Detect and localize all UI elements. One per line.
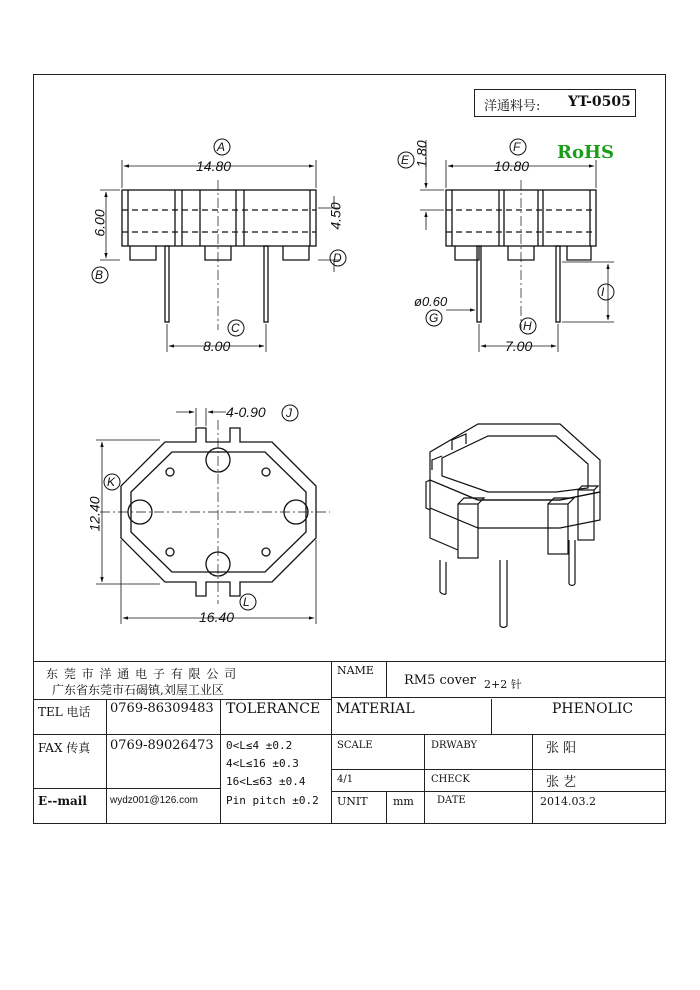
dim-height-front: 6.00	[91, 209, 108, 237]
dim-pin-dia: ø0.60	[414, 294, 448, 309]
name-value: RM5 cover	[404, 673, 476, 688]
dim-height-inner: 4.50	[327, 202, 344, 230]
name-pins: 2+2 针	[484, 678, 522, 691]
fax-value: 0769-89026473	[110, 738, 214, 753]
company-address: 广东省东莞市石碣镇,刘屋工业区	[52, 683, 224, 697]
fax-label: FAX 传真	[38, 741, 91, 755]
email-value: wydz001@126.com	[110, 795, 198, 806]
material-label: MATERIAL	[336, 701, 415, 717]
label-C: C	[231, 321, 240, 335]
drawby-value: 张 阳	[546, 741, 577, 756]
part-number-value: YT-0505	[568, 94, 631, 110]
dim-width-top: 16.40	[199, 609, 235, 625]
label-F: F	[513, 140, 521, 154]
rohs-mark: RoHS	[557, 142, 614, 163]
date-value: 2014.03.2	[540, 795, 596, 808]
tolerance-2: 4<L≤16 ±0.3	[226, 757, 299, 770]
dim-width-front: 14.80	[196, 158, 232, 174]
isometric-view	[426, 424, 600, 628]
label-G: G	[429, 311, 439, 325]
label-I: I	[601, 285, 605, 299]
label-E: E	[401, 153, 410, 167]
tolerance-4: Pin pitch ±0.2	[226, 794, 319, 807]
top-view	[96, 405, 330, 624]
dim-pin-pitch-side: 7.00	[505, 338, 533, 354]
date-label: DATE	[437, 795, 466, 806]
dim-pin-pitch-front: 8.00	[203, 338, 231, 354]
tolerance-label: TOLERANCE	[226, 701, 321, 717]
dim-slot: 4-0.90	[226, 404, 266, 420]
tolerance-3: 16<L≤63 ±0.4	[226, 775, 306, 788]
dim-height-top: 12.40	[86, 496, 103, 532]
company-name: 东 莞 市 洋 通 电 子 有 限 公 司	[46, 667, 238, 681]
unit-label: UNIT	[337, 795, 368, 808]
label-B: B	[95, 268, 104, 282]
label-K: K	[107, 475, 116, 489]
drawby-label: DRWABY	[431, 740, 478, 751]
label-J: J	[286, 406, 292, 420]
label-A: A	[217, 140, 226, 154]
label-L: L	[243, 595, 250, 609]
name-label: NAME	[337, 664, 374, 677]
unit-value: mm	[393, 795, 414, 808]
part-number-label: 洋通料号:	[484, 99, 541, 114]
tolerance-1: 0<L≤4 ±0.2	[226, 739, 293, 752]
tel-label: TEL 电话	[38, 705, 91, 719]
label-D: D	[333, 251, 342, 265]
email-label: E--mail	[38, 794, 87, 808]
check-label: CHECK	[431, 774, 470, 785]
scale-value: 4/1	[337, 774, 354, 785]
dim-top-height: 1.80	[413, 140, 430, 168]
scale-label: SCALE	[337, 740, 373, 751]
material-value: PHENOLIC	[552, 701, 634, 717]
tel-value: 0769-86309483	[110, 701, 214, 716]
dim-width-side: 10.80	[494, 158, 530, 174]
check-value: 张 艺	[546, 775, 577, 790]
label-H: H	[523, 319, 532, 333]
